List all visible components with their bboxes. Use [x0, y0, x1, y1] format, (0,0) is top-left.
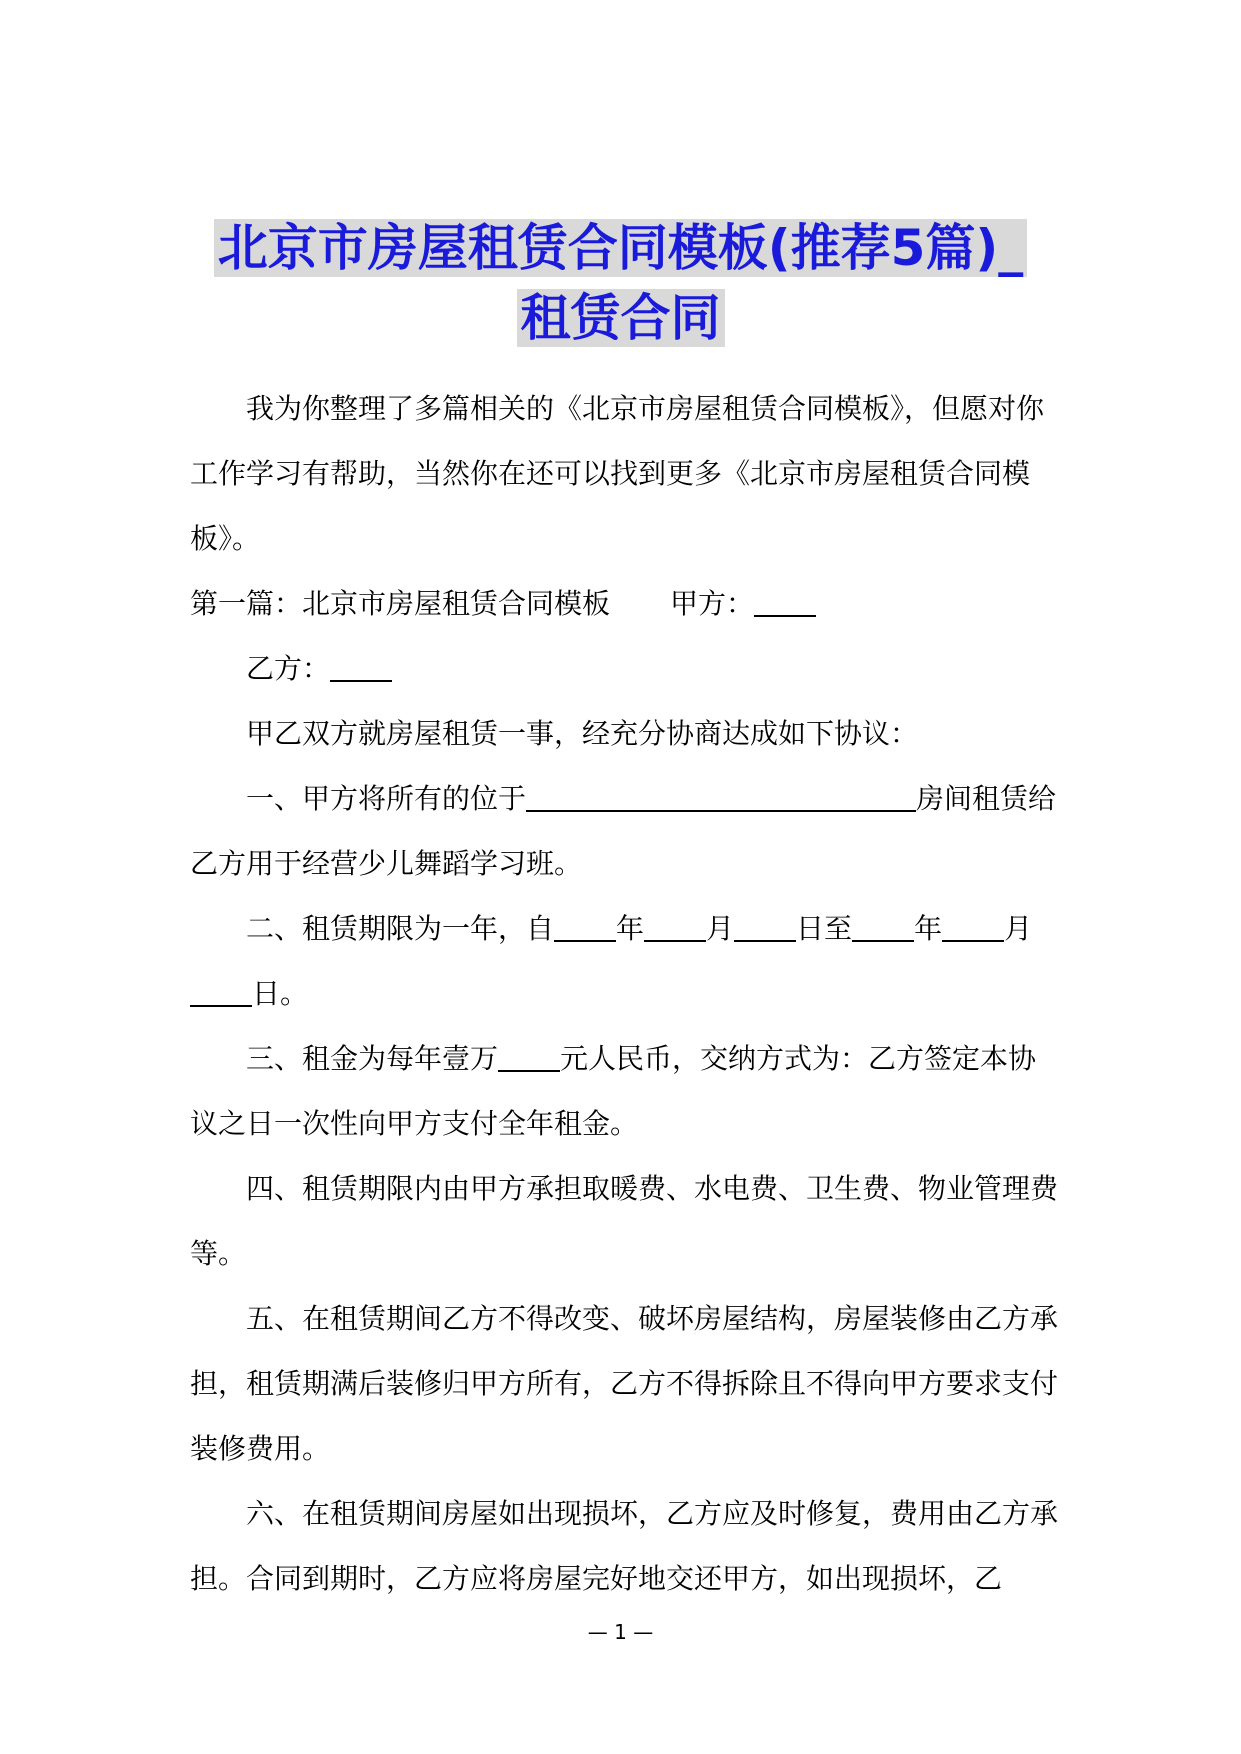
party-a-blank: [754, 587, 816, 617]
party-b-blank: [330, 652, 392, 682]
rent-amount-blank: [498, 1042, 560, 1072]
clause-5: 五、在租赁期间乙方不得改变、破坏房屋结构，房屋装修由乙方承担，租赁期满后装修归甲方所有，乙方不得拆除且不得向甲方要求支付装修费用。: [190, 1302, 1059, 1465]
start-month-blank: [644, 912, 706, 942]
document-body: [190, 376, 1060, 1611]
party-a-label: 甲方：: [670, 587, 755, 620]
agreement-paragraph: 甲乙双方就房屋租赁一事，经充分协商达成如下协议：: [246, 717, 919, 750]
party-b-label: 乙方：: [246, 652, 331, 685]
address-blank: [526, 782, 916, 812]
end-day-blank: [190, 977, 252, 1007]
end-month-blank: [942, 912, 1004, 942]
section-heading: 第一篇：北京市房屋租赁合同模板: [190, 587, 611, 620]
clause-1: 一、甲方将所有的位于 房间租赁给乙方用于经营少儿舞蹈学习班。: [190, 782, 1057, 880]
start-year-blank: [554, 912, 616, 942]
page-number: — 1 —: [587, 1620, 654, 1644]
clause-4: 四、租赁期限内由甲方承担取暖费、水电费、卫生费、物业管理费等。: [190, 1172, 1059, 1270]
clause-2: 二、租赁期限为一年，自 年 月 日至 年 月日。: [190, 896, 1060, 1026]
party-b-line: [190, 636, 1060, 701]
clause-3: 三、租金为每年壹万 元人民币，交纳方式为：乙方签定本协议之日一次性向甲方支付全年租金。: [190, 1042, 1037, 1140]
document-title-line-1: 北京市房屋租赁合同模板(推荐5篇)_: [150, 213, 1091, 283]
clause-6: 六、在租赁期间房屋如出现损坏，乙方应及时修复，费用由乙方承担。合同到期时，乙方应将房屋完好地交还甲方，如出现损坏，乙: [190, 1497, 1059, 1595]
end-year-blank: [852, 912, 914, 942]
document-title-line-2: 租赁合同: [150, 283, 1091, 353]
intro-paragraph: 我为你整理了多篇相关的《北京市房屋租赁合同模板》，但愿对你工作学习有帮助，当然你在还可以找到更多《北京市房屋租赁合同模板》。: [190, 392, 1045, 555]
section-heading-line: [190, 571, 1060, 636]
start-day-blank: [734, 912, 796, 942]
